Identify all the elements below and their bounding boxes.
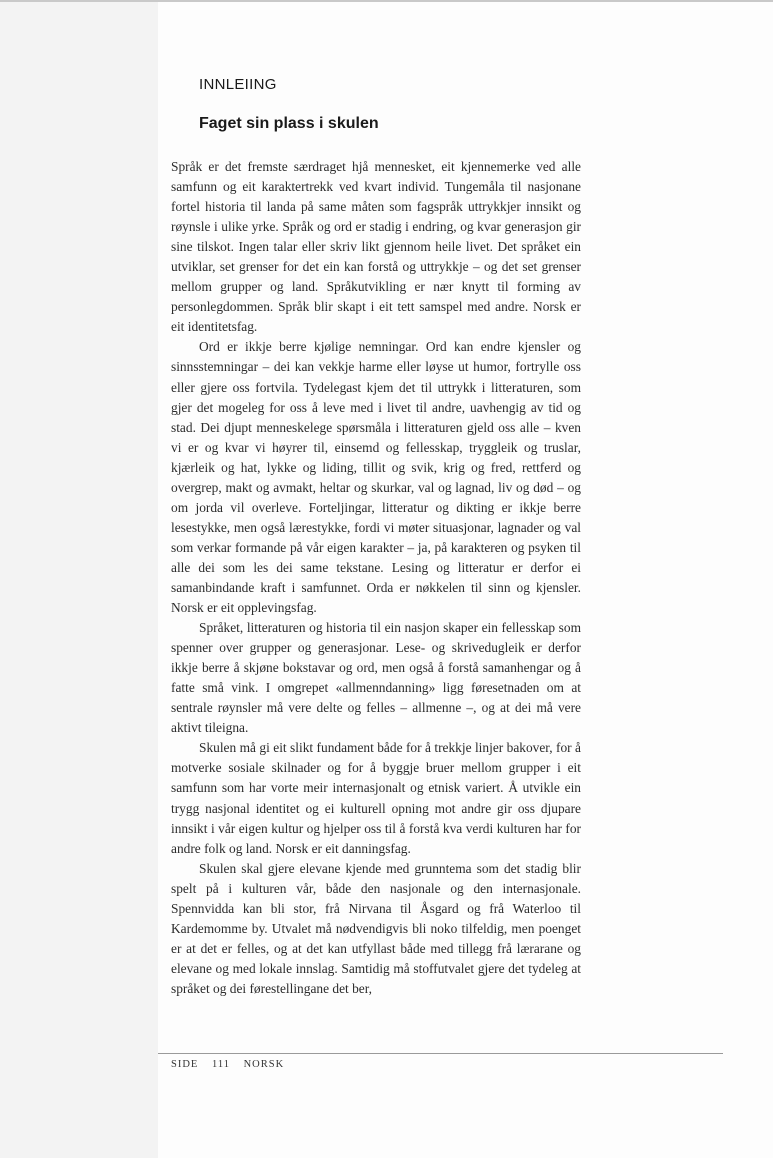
page-footer [171,1059,294,1070]
paragraph-1: Språk er det fremste særdraget hjå mennesket, eit kjennemerke ved alle samfunn og eit karaktertrekk ved kvart individ. Tungemåla til nasjonane fortel historia til landa på same måten som fagspråk uttrykkjer innsikt og røynsle i ulike yrke. Språk og ord er stadig i endring, og kvar generasjon gir sine tilskot. Ingen talar eller skriv likt gjennom heile livet. Det språket ein utviklar, set grenser for det ein kan forstå og uttrykkje – og det set grenser mellom grupper og land. Språkutvikling er nær knytt til forming av personlegdommen. Språk blir skapt i eit tett samspel med andre. Norsk er eit identitetsfag. [171,159,581,335]
top-edge-rule [0,0,773,2]
paragraph-4: Skulen må gi eit slikt fundament både for å trekkje linjer bakover, for å motverke sosiale skilnader og for å byggje bruer mellom grupper i eit samfunn som har vorte meir internasjonalt og etnisk variert. Å utvikle ein trygg nasjonal identitet og ei kulturell opning mot andre gir oss djupare innsikt i vår eigen kultur og hjelper oss til å forstå kva verdi kulturen har for andre folk og land. Norsk er eit danningsfag. [171,740,581,856]
paragraph-3: Språket, litteraturen og historia til ein nasjon skaper ein fellesskap som spenner over grupper og generasjonar. Lese- og skrivedugleik er derfor ikkje berre å skjøne bokstavar og ord, men også å forstå samanhengar og å fatte små vink. I omgrepet «allmenndanning» ligg føresetnaden om at sentrale røynsler må vere delte og felles – allmenne –, og at dei må vere aktivt tileigna. [171,620,581,736]
footer-subject: NORSK [243,1059,285,1070]
body-text [171,157,581,999]
paragraph-2: Ord er ikkje berre kjølige nemningar. Ord kan endre kjensler og sinnsstemningar – dei kan vekkje harme eller løyse ut humor, fortrylle oss eller gjere oss fortvila. Tydelegast kjem det til uttrykk i litteraturen, som gjer det mogeleg for oss å leve med i livet til andre, uavhengig av tid og stad. Dei djupt menneskelege spørsmåla i litteraturen gjeld oss alle – kven vi er og kvar vi høyrer til, einsemd og fellesskap, tryggleik og truslar, kjærleik og hat, lykke og liding, tillit og svik, krig og fred, rettferd og overgrep, makt og avmakt, heltar og skurkar, val og lagnad, liv og død – og om jorda vil overleve. Forteljingar, litteratur og dikting er ikkje berre lesestykke, men også lærestykke, fordi vi møter situasjonar, lagnader og val som verkar formande på vår eigen karakter – ja, på karakteren og psyken til alle dei som les dei same tekstane. Lesing og litteratur er derfor ei samanbindande kraft i samfunnet. Orda er nøkkelen til sinn og kjensler. Norsk er eit opplevingsfag. [171,339,581,616]
footer-divider [158,1053,723,1054]
paragraph-5: Skulen skal gjere elevane kjende med grunntema som det stadig blir spelt på i kulturen vår, både den nasjonale og den internasjonale. Spennvidda kan bli stor, frå Nirvana til Åsgard og frå Waterloo til Kardemomme by. Utvalet må nødvendigvis bli noko tilfeldig, men poenget er at det er felles, og at det kan utfyllast både med tillegg frå lærarane og elevane og med lokale innslag. Samtidig må stoffutvalet gjere det tydeleg at språket og dei førestellingane det ber, [171,860,581,996]
footer-side-label: SIDE [171,1059,199,1070]
page-title: Faget sin plass i skulen [199,115,379,132]
footer-page-number: 111 [211,1059,230,1070]
page-margin-shade [0,0,158,1158]
section-label: INNLEIING [199,76,277,93]
